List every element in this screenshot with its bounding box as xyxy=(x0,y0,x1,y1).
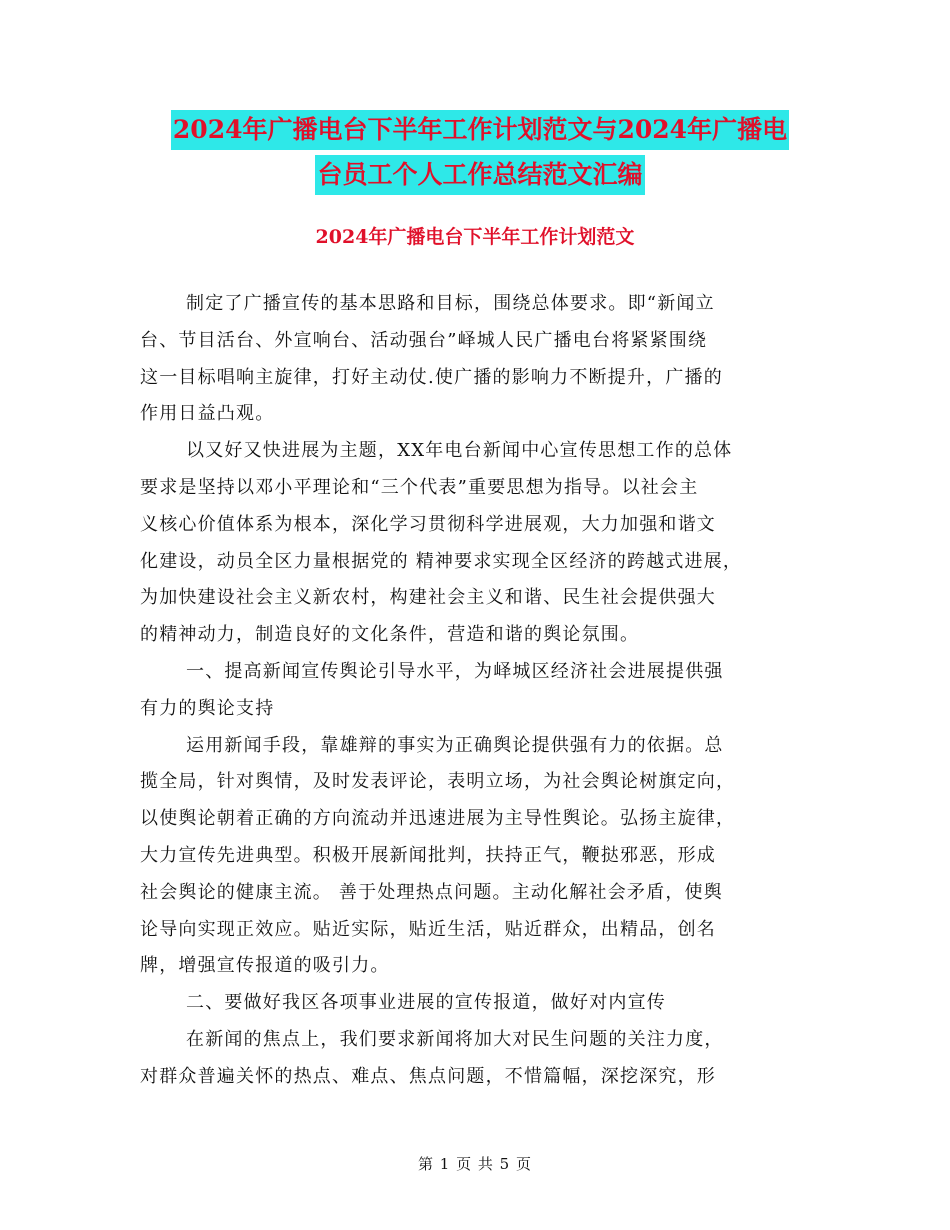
paragraph-line: 要求是坚持以邓小平理论和“三个代表”重要思想为指导。以社会主 xyxy=(140,476,699,498)
paragraph-line: 台、节目活台、外宣响台、活动强台”峄城人民广播电台将紧紧围绕 xyxy=(140,329,708,351)
paragraph-line: 以又好又快进展为主题，XX年电台新闻中心宣传思想工作的总体 xyxy=(186,440,733,462)
paragraph-line: 的精神动力，制造良好的文化条件，营造和谐的舆论氛围。 xyxy=(140,624,640,646)
paragraph-line: 社会舆论的健康主流。 善于处理热点问题。主动化解社会矛盾，使舆 xyxy=(140,881,723,903)
paragraph-line: 揽全局，针对舆情，及时发表评论，表明立场，为社会舆论树旗定向， xyxy=(140,771,736,793)
title-line-2: 台员工个人工作总结范文汇编 xyxy=(315,155,644,195)
paragraph-line: 为加快建设社会主义新农村，构建社会主义和谐、民生社会提供强大 xyxy=(140,587,716,609)
paragraph-line: 运用新闻手段，靠雄辩的事实为正确舆论提供强有力的依据。总 xyxy=(186,734,724,756)
page-number-footer: 第 1 页 共 5 页 xyxy=(418,1155,532,1173)
paragraph-line: 这一目标唱响主旋律，打好主动仗.使广播的影响力不断提升，广播的 xyxy=(140,366,723,388)
paragraph-line: 作用日益凸观。 xyxy=(140,403,275,425)
paragraph-line: 一、提高新闻宣传舆论引导水平，为峄城区经济社会进展提供强 xyxy=(186,660,724,682)
paragraph-line: 以使舆论朝着正确的方向流动并迅速进展为主导性舆论。弘扬主旋律， xyxy=(140,808,736,830)
paragraph-line: 牌，增强宣传报道的吸引力。 xyxy=(140,955,390,977)
paragraph-line: 有力的舆论支持 xyxy=(140,697,275,719)
title-line-1: 2024年广播电台下半年工作计划范文与2024年广播电 xyxy=(171,110,789,150)
paragraph-line: 对群众普遍关怀的热点、难点、焦点问题，不惜篇幅，深挖深究，形 xyxy=(140,1065,716,1087)
paragraph-line: 二、要做好我区各项事业进展的宣传报道，做好对内宣传 xyxy=(186,992,666,1014)
paragraph-line: 论导向实现正效应。贴近实际，贴近生活，贴近群众，出精品，创名 xyxy=(140,918,716,940)
paragraph-line: 义核心价值体系为根本，深化学习贯彻科学进展观，大力加强和谐文 xyxy=(140,513,716,535)
document-title xyxy=(140,110,820,195)
section-heading: 2024年广播电台下半年工作计划范文 xyxy=(315,226,635,248)
paragraph-line: 制定了广播宣传的基本思路和目标，围绕总体要求。即“新闻立 xyxy=(186,293,715,314)
paragraph-line: 化建设，动员全区力量根据党的 精神要求实现全区经济的跨越式进展， xyxy=(140,550,743,572)
paragraph-line: 在新闻的焦点上，我们要求新闻将加大对民生问题的关注力度， xyxy=(186,1028,724,1050)
document-body xyxy=(140,286,812,1096)
paragraph-line: 大力宣传先进典型。积极开展新闻批判，扶持正气，鞭挞邪恶，形成 xyxy=(140,844,716,866)
